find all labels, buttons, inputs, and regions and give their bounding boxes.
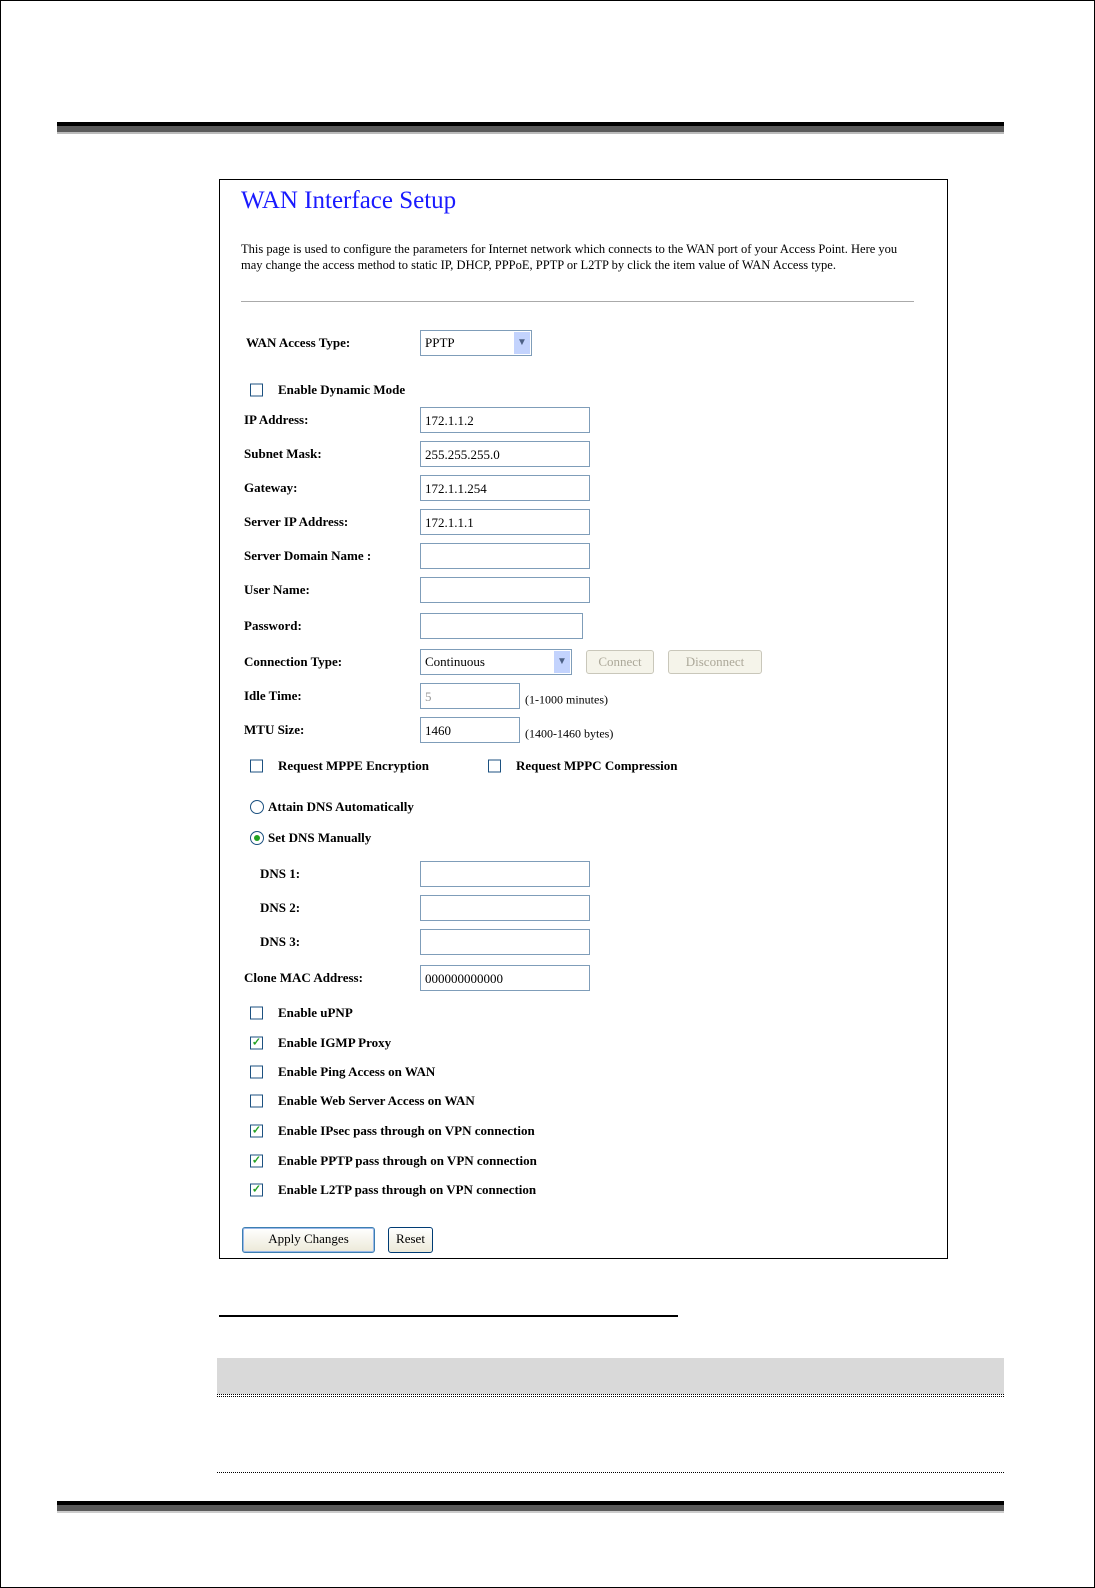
page-title: WAN Interface Setup — [241, 187, 457, 214]
attain-dns-label: Attain DNS Automatically — [268, 799, 414, 814]
ip-address-input[interactable]: 172.1.1.2 — [420, 407, 590, 433]
igmp-proxy-checkbox[interactable]: ✓ — [251, 1036, 262, 1049]
user-name-label: User Name: — [244, 582, 310, 597]
web-access-checkbox[interactable] — [250, 1095, 263, 1108]
mtu-size-hint: (1400-1460 bytes) — [525, 726, 614, 741]
footer-rule-light — [57, 1511, 1004, 1513]
mppe-label: Request MPPE Encryption — [278, 758, 429, 773]
dns2-input[interactable] — [420, 895, 590, 921]
gateway-label: Gateway: — [244, 480, 298, 495]
upnp-checkbox[interactable] — [250, 1007, 263, 1020]
dns1-label: DNS 1: — [260, 866, 301, 881]
l2tp-passthrough-label: Enable L2TP pass through on VPN connection — [278, 1182, 537, 1197]
dns3-label: DNS 3: — [260, 934, 301, 949]
header-rule-light — [57, 132, 1004, 134]
wan-access-type-select[interactable] — [420, 330, 532, 356]
dns3-input[interactable] — [420, 929, 590, 955]
attain-dns-radio[interactable] — [250, 800, 264, 814]
connection-type-value: Continuous — [425, 654, 485, 669]
mtu-size-label: MTU Size: — [244, 722, 305, 737]
l2tp-passthrough-checkbox[interactable]: ✓ — [251, 1183, 262, 1196]
table-bottom-rule — [217, 1472, 1004, 1473]
divider — [241, 301, 914, 302]
wan-access-type-label: WAN Access Type: — [246, 335, 351, 350]
mppc-checkbox[interactable] — [488, 760, 501, 773]
server-domain-label: Server Domain Name : — [244, 548, 372, 563]
chevron-down-icon: ▼ — [554, 651, 570, 673]
set-dns-manually-radio[interactable] — [250, 831, 264, 845]
subnet-mask-input[interactable]: 255.255.255.0 — [420, 441, 590, 467]
clone-mac-input[interactable]: 000000000000 — [420, 965, 590, 991]
caption-rule — [219, 1315, 678, 1317]
connection-type-select[interactable] — [420, 649, 572, 675]
ping-access-checkbox[interactable] — [250, 1066, 263, 1079]
user-name-input[interactable] — [420, 577, 590, 603]
mppc-label: Request MPPC Compression — [516, 758, 678, 773]
dynamic-mode-label: Enable Dynamic Mode — [278, 382, 406, 397]
ipsec-passthrough-label: Enable IPsec pass through on VPN connection — [278, 1123, 535, 1138]
password-input[interactable] — [420, 613, 583, 639]
clone-mac-label: Clone MAC Address: — [244, 970, 363, 985]
igmp-proxy-label: Enable IGMP Proxy — [278, 1035, 392, 1050]
pptp-passthrough-label: Enable PPTP pass through on VPN connection — [278, 1153, 537, 1168]
wan-access-type-value: PPTP — [425, 335, 455, 350]
dns2-label: DNS 2: — [260, 900, 301, 915]
pptp-passthrough-checkbox[interactable]: ✓ — [251, 1154, 262, 1167]
server-ip-label: Server IP Address: — [244, 514, 349, 529]
gateway-input[interactable]: 172.1.1.254 — [420, 475, 590, 501]
idle-time-input[interactable]: 5 — [420, 683, 520, 709]
page-description: This page is used to configure the parameters for Internet network which connects to the WAN port of your Access Point. Here you may change the access method to static IP, DHCP, PPPoE, PPTP or L2TP by click the item value of WAN Access type. — [241, 242, 898, 272]
ping-access-label: Enable Ping Access on WAN — [278, 1064, 436, 1079]
dynamic-mode-checkbox[interactable] — [250, 384, 263, 397]
apply-changes-button[interactable]: Apply Changes — [242, 1227, 375, 1253]
ip-address-label: IP Address: — [244, 412, 309, 427]
ipsec-passthrough-checkbox[interactable]: ✓ — [251, 1124, 262, 1137]
chevron-down-icon: ▼ — [514, 332, 530, 354]
upnp-label: Enable uPNP — [278, 1005, 353, 1020]
idle-time-hint: (1-1000 minutes) — [525, 692, 608, 707]
subnet-mask-label: Subnet Mask: — [244, 446, 322, 461]
set-dns-manually-label: Set DNS Manually — [268, 830, 372, 845]
idle-time-label: Idle Time: — [244, 688, 302, 703]
web-access-label: Enable Web Server Access on WAN — [278, 1093, 475, 1108]
table-divider — [217, 1394, 1004, 1397]
connect-button[interactable]: Connect — [586, 650, 654, 674]
server-ip-input[interactable]: 172.1.1.1 — [420, 509, 590, 535]
reset-button[interactable]: Reset — [388, 1227, 433, 1253]
mtu-size-input[interactable]: 1460 — [420, 717, 520, 743]
password-label: Password: — [244, 618, 302, 633]
disconnect-button[interactable]: Disconnect — [668, 650, 762, 674]
server-domain-input[interactable] — [420, 543, 590, 569]
dns1-input[interactable] — [420, 861, 590, 887]
mppe-checkbox[interactable] — [250, 760, 263, 773]
connection-type-label: Connection Type: — [244, 654, 343, 669]
table-header-band — [217, 1358, 1004, 1394]
